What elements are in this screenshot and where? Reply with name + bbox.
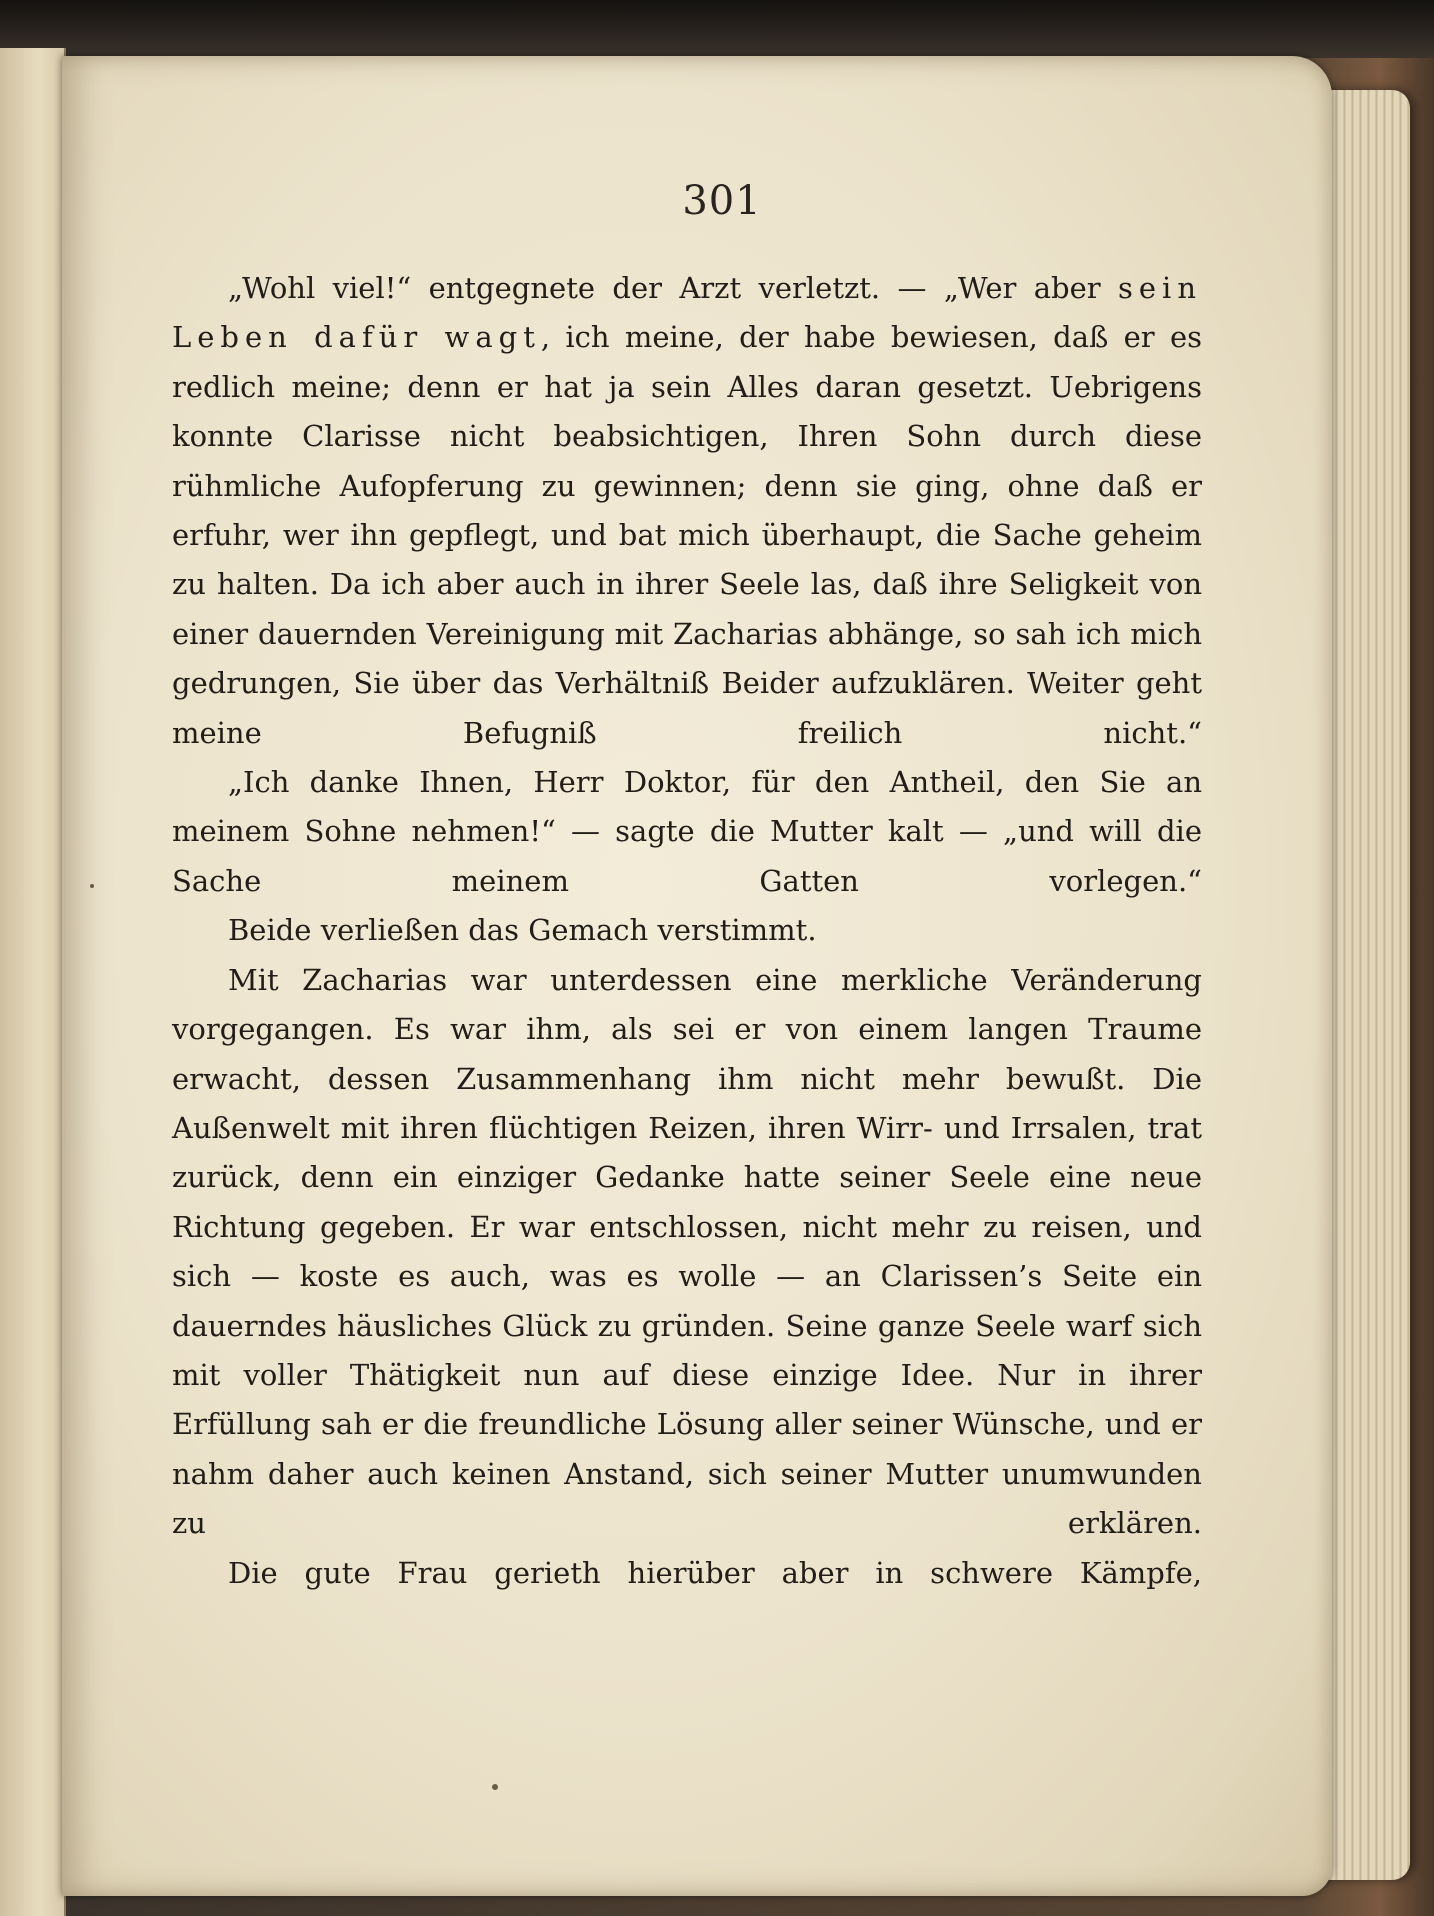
paragraph-mother-struggle: Die gute Frau gerieth hierüber aber in schwere Kämpfe, [228, 1555, 1202, 1590]
paragraph-doctor-reply [172, 264, 1202, 758]
paragraph-zacharias-change: Mit Zacharias war unterdessen eine merkliche Veränderung vorgegangen. Es war ihm, als sei er von einem langen Traume erwacht, dessen Zusammenhang ihm nicht mehr bewußt. Die Außenwelt mit ihren flüchtigen Reizen, ihren Wirr- und Irrsalen, trat zurück, denn ein einziger Gedanke hatte seiner Seele eine neue Richtung gegeben. Er war entschlossen, nicht mehr zu reisen, und sich — koste es auch, was es wolle — an Clarissen’s Seite ein dauerndes häusliches Glück zu gründen. Seine ganze Seele warf sich mit voller Thätigkeit nun auf diese einzige Idee. Nur in ihrer Erfüllung sah er die freundliche Lösung aller seiner Wünsche, und er nahm daher auch keinen Anstand, sich seiner Mutter unumwunden zu erklären. [172, 962, 1202, 1541]
paragraph-rest: , ich meine, der habe bewiesen, daß er es redlich meine; denn er hat ja sein Alles daran gesetzt. Uebrigens konnte Clarisse nicht beabsichtigen, Ihren Sohn durch diese rühmliche Aufopferung zu gewinnen; denn sie ging, ohne daß er erfuhr, wer ihn gepflegt, und bat mich überhaupt, die Sache geheim zu halten. Da ich aber auch in ihrer Seele las, daß ihre Seligkeit von einer dauernden Vereinigung mit Zacharias abhänge, so sah ich mich gedrungen, Sie über das Verhältniß Beider aufzuklären. Weiter geht meine Befugniß freilich nicht.“ [172, 320, 1202, 750]
paper-speck [492, 1784, 498, 1790]
left-page-edge [0, 48, 66, 1916]
paragraph-mother-reply: „Ich danke Ihnen, Herr Doktor, für den Antheil, den Sie an meinem Sohne nehmen!“ — sagte die Mutter kalt — „und will die Sache meinem Gatten vorlegen.“ [172, 765, 1202, 898]
paragraph-both-left: Beide verließen das Gemach verstimmt. [228, 913, 817, 948]
binding-shadow [0, 0, 1434, 58]
spaced-emphasis: sein Leben dafür wagt [172, 271, 1202, 355]
page-text [172, 264, 1202, 1598]
paper-speck [90, 884, 94, 888]
paragraph-intro: „Wohl viel!“ entgegnete der Arzt verletzt. — „Wer aber [228, 271, 1118, 305]
page-number: 301 [682, 178, 762, 224]
book-page [62, 56, 1332, 1896]
